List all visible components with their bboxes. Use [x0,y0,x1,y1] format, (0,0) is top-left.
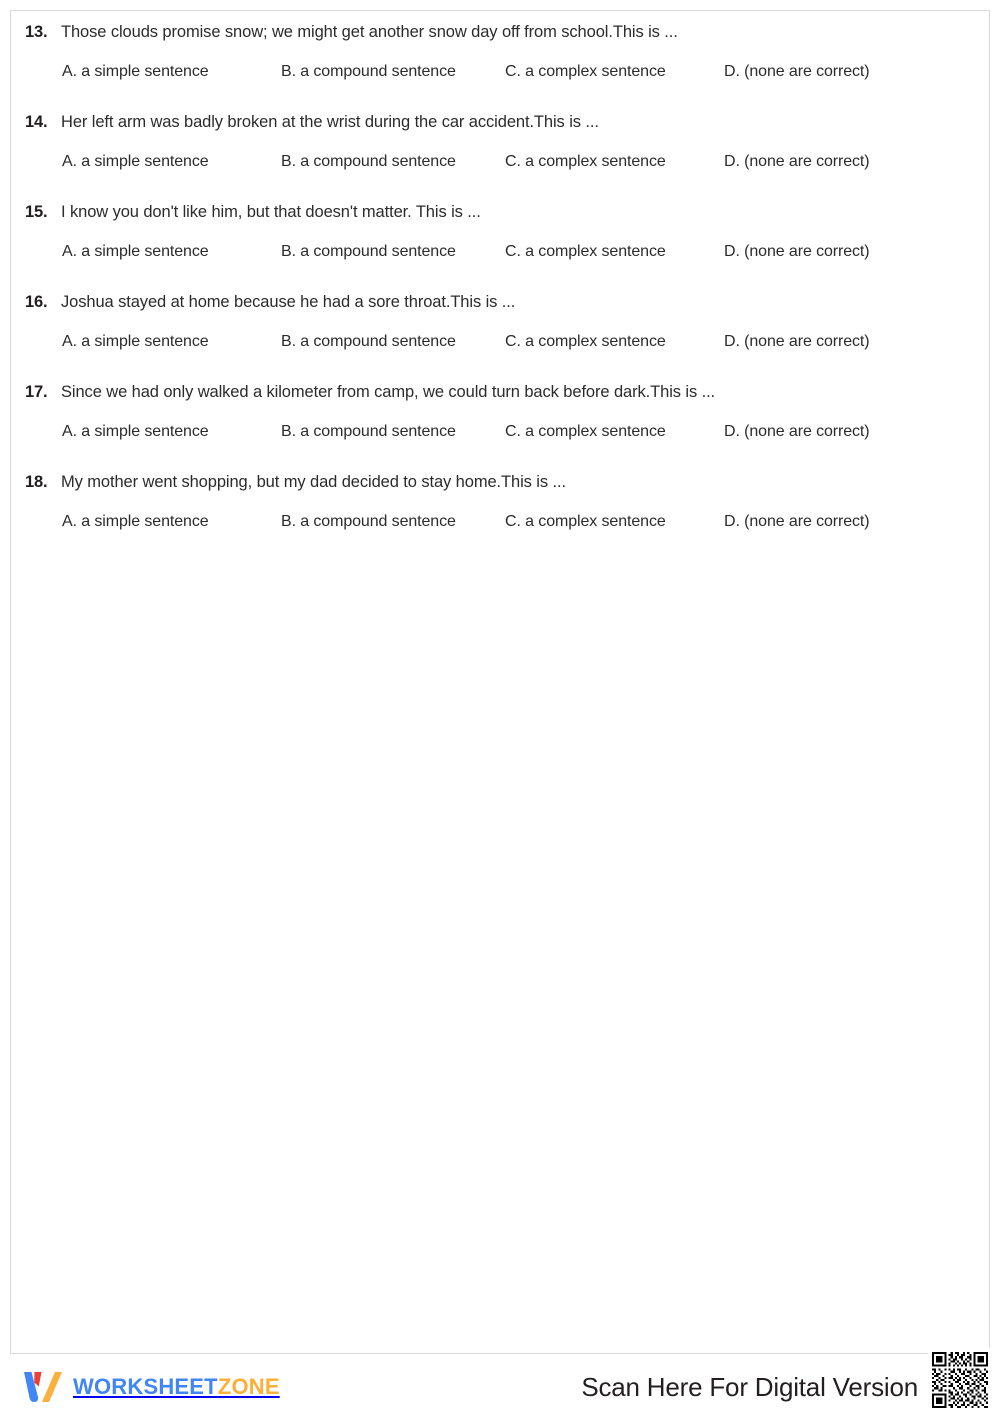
option-d[interactable]: D. (none are correct) [724,423,870,440]
worksheet-zone-brand[interactable] [22,1370,280,1404]
option-b[interactable]: B. a compound sentence [281,513,456,530]
option-b[interactable]: B. a compound sentence [281,153,456,170]
question-number: 18. [25,473,48,491]
option-c[interactable]: C. a complex sentence [505,513,666,530]
answer-options [11,153,989,187]
option-a[interactable]: A. a simple sentence [62,243,209,260]
answer-options [11,423,989,457]
question-item [11,293,989,383]
question-text: I know you don't like him, but that doesn't matter. This is ... [61,203,481,221]
option-a[interactable]: A. a simple sentence [62,423,209,440]
brand-word-secondary: ZONE [217,1374,280,1399]
question-number: 17. [25,383,48,401]
question-prompt [11,293,989,323]
question-prompt [11,23,989,53]
question-number: 14. [25,113,48,131]
question-text: My mother went shopping, but my dad decided to stay home.This is ... [61,473,566,491]
option-d[interactable]: D. (none are correct) [724,513,870,530]
option-a[interactable]: A. a simple sentence [62,513,209,530]
question-item [11,113,989,203]
question-text: Joshua stayed at home because he had a sore throat.This is ... [61,293,516,311]
option-b[interactable]: B. a compound sentence [281,243,456,260]
question-item [11,383,989,473]
question-text: Her left arm was badly broken at the wrist during the car accident.This is ... [61,113,599,131]
question-prompt [11,203,989,233]
option-b[interactable]: B. a compound sentence [281,423,456,440]
answer-options [11,243,989,277]
scan-here-label: Scan Here For Digital Version [581,1372,918,1402]
answer-options [11,63,989,97]
option-c[interactable]: C. a complex sentence [505,333,666,350]
brand-word-primary: WORKSHEET [73,1374,218,1399]
option-c[interactable]: C. a complex sentence [505,153,666,170]
worksheet-page [10,10,990,1354]
option-b[interactable]: B. a compound sentence [281,63,456,80]
qr-code-icon[interactable] [928,1348,992,1412]
brand-wordmark [73,1376,280,1398]
option-d[interactable]: D. (none are correct) [724,153,870,170]
option-a[interactable]: A. a simple sentence [62,153,209,170]
answer-options [11,513,989,547]
question-prompt [11,113,989,143]
question-number: 16. [25,293,48,311]
question-number: 15. [25,203,48,221]
option-a[interactable]: A. a simple sentence [62,63,209,80]
option-a[interactable]: A. a simple sentence [62,333,209,350]
option-d[interactable]: D. (none are correct) [724,333,870,350]
option-d[interactable]: D. (none are correct) [724,63,870,80]
option-c[interactable]: C. a complex sentence [505,243,666,260]
question-text: Those clouds promise snow; we might get another snow day off from school.This is ... [61,23,678,41]
option-c[interactable]: C. a complex sentence [505,423,666,440]
question-item [11,23,989,113]
worksheet-zone-logo-icon [22,1370,64,1404]
option-d[interactable]: D. (none are correct) [724,243,870,260]
question-item [11,473,989,563]
question-text: Since we had only walked a kilometer from camp, we could turn back before dark.This is ... [61,383,716,401]
question-list [11,11,989,563]
question-prompt [11,473,989,503]
question-item [11,203,989,293]
question-prompt [11,383,989,413]
option-c[interactable]: C. a complex sentence [505,63,666,80]
question-number: 13. [25,23,48,41]
page-footer [0,1362,1000,1414]
option-b[interactable]: B. a compound sentence [281,333,456,350]
answer-options [11,333,989,367]
